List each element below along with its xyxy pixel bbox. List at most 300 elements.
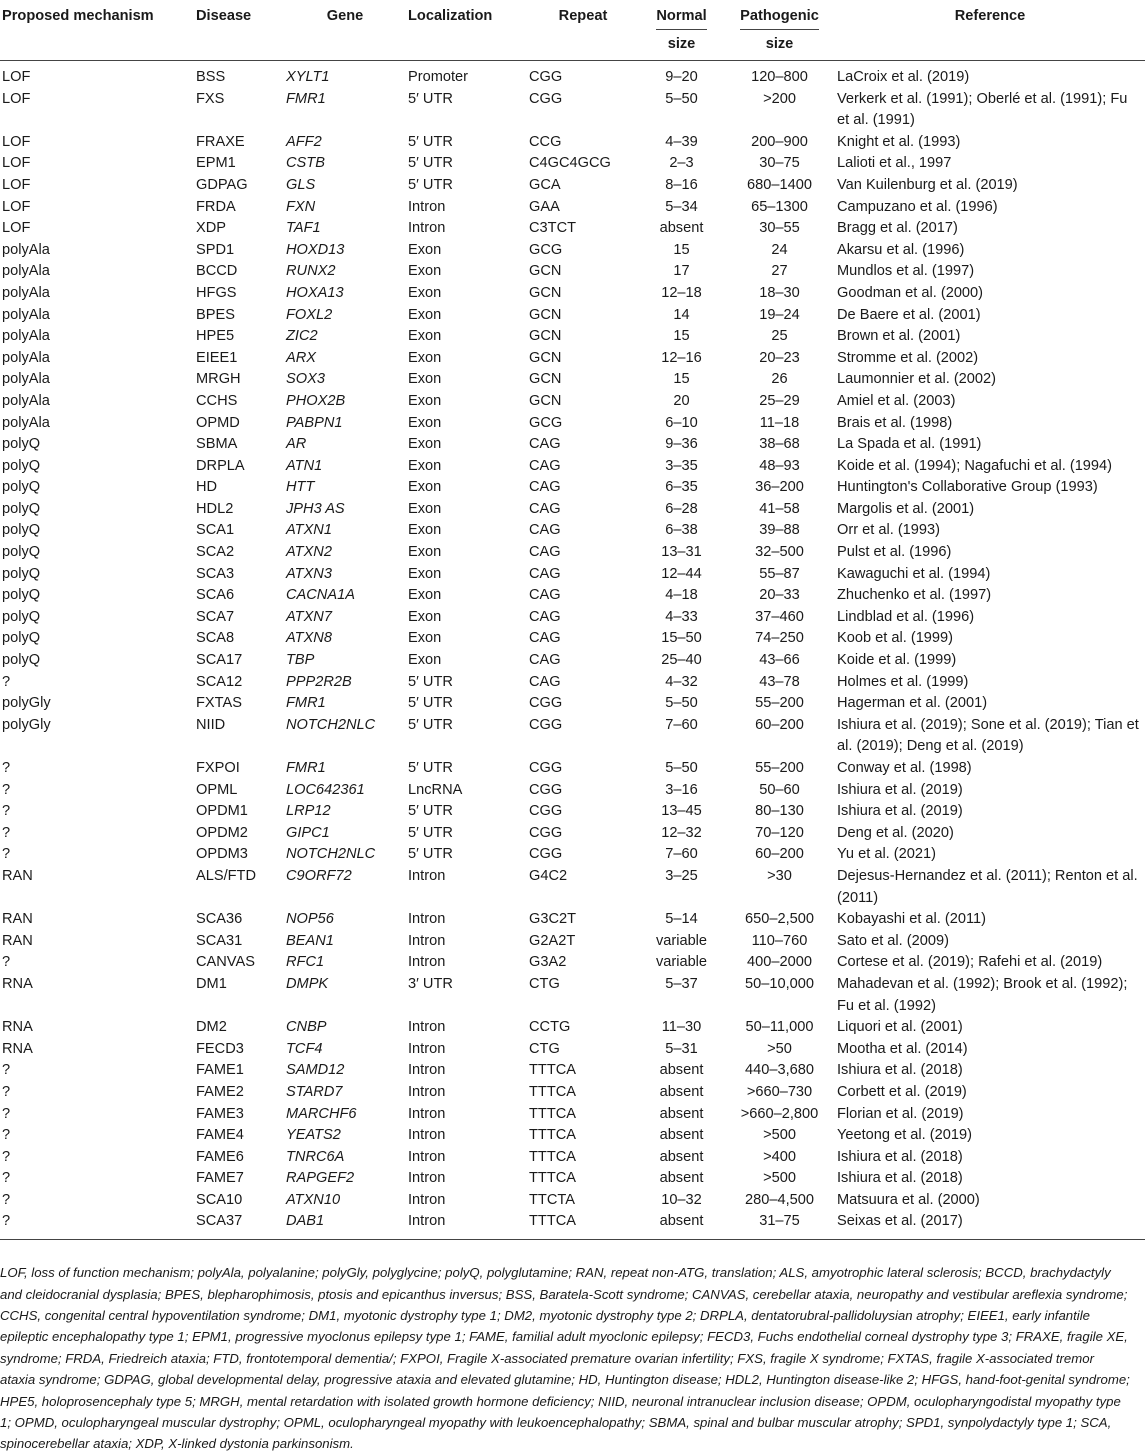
mechanism-cell: polyAla <box>2 392 50 409</box>
gene-cell: AR <box>286 436 307 453</box>
localization-cell: Intron <box>408 1191 446 1208</box>
normal-size-cell: 17 <box>673 263 690 280</box>
mechanism-cell: ? <box>2 781 11 798</box>
reference-cell: Deng et al. (2020) <box>837 824 954 841</box>
reference-cell: Yeetong et al. (2019) <box>837 1127 972 1144</box>
mechanism-cell: LOF <box>2 198 31 215</box>
disease-cell: FAME3 <box>196 1105 244 1122</box>
localization-cell: Exon <box>408 349 442 366</box>
repeat-cell: TTTCA <box>529 1127 577 1144</box>
pathogenic-size-cell: >660–730 <box>746 1083 813 1100</box>
disease-cell: SCA12 <box>196 673 243 690</box>
normal-size-cell: 9–20 <box>665 69 698 85</box>
normal-size-cell: 5–37 <box>665 975 698 992</box>
repeat-cell: CGG <box>529 69 563 85</box>
mechanism-cell: polyQ <box>2 608 41 625</box>
normal-size-cell: 2–3 <box>669 155 694 172</box>
repeat-cell: TTCTA <box>529 1191 575 1208</box>
repeat-cell: CAG <box>529 522 561 539</box>
normal-size-cell: variable <box>655 954 708 971</box>
localization-cell: Exon <box>408 306 442 323</box>
normal-size-cell: 4–39 <box>665 133 698 150</box>
gene-cell: DAB1 <box>286 1213 325 1230</box>
reference-cell: Kawaguchi et al. (1994) <box>837 565 991 582</box>
normal-size-cell: 15 <box>673 328 690 345</box>
disease-cell: SCA2 <box>196 544 235 561</box>
mechanism-cell: polyAla <box>2 241 50 258</box>
normal-size-cell: 9–36 <box>665 436 698 453</box>
gene-cell: HOXA13 <box>286 284 344 301</box>
pathogenic-size-cell: 18–30 <box>759 284 800 301</box>
table-row <box>0 240 1145 262</box>
gene-cell: TCF4 <box>286 1040 323 1057</box>
localization-cell: Exon <box>408 436 442 453</box>
table-row <box>0 456 1145 478</box>
pathogenic-size-cell: 43–78 <box>759 673 800 690</box>
pathogenic-size-cell: 70–120 <box>755 824 804 841</box>
mechanism-cell: polyQ <box>2 436 41 453</box>
normal-size-cell: absent <box>659 1127 704 1144</box>
normal-size-cell: 15 <box>673 371 690 388</box>
localization-cell: 5′ UTR <box>408 155 453 172</box>
mechanism-cell: LOF <box>2 155 31 172</box>
repeat-cell: GCN <box>529 284 562 301</box>
pathogenic-size-cell: 680–1400 <box>747 176 812 193</box>
disease-cell: SCA7 <box>196 608 235 625</box>
reference-cell: Corbett et al. (2019) <box>837 1083 967 1100</box>
mechanism-cell: RAN <box>2 932 33 949</box>
localization-cell: Promoter <box>408 69 469 85</box>
disease-cell: FXTAS <box>196 695 242 712</box>
normal-size-cell: 4–33 <box>665 608 698 625</box>
mechanism-cell: polyQ <box>2 457 41 474</box>
table-row <box>0 693 1145 715</box>
mechanism-cell: LOF <box>2 90 31 107</box>
table-row <box>0 89 1145 132</box>
disease-cell: SCA6 <box>196 587 235 604</box>
repeat-cell: CAG <box>529 587 561 604</box>
gene-cell: ATXN1 <box>286 522 332 539</box>
repeat-cell: GCN <box>529 392 562 409</box>
reference-cell: Brais et al. (1998) <box>837 414 953 431</box>
repeat-cell: GCN <box>529 371 562 388</box>
normal-size-cell: 3–16 <box>665 781 698 798</box>
repeat-cell: CAG <box>529 500 561 517</box>
normal-size-cell: 14 <box>673 306 690 323</box>
reference-cell: Florian et al. (2019) <box>837 1105 964 1122</box>
normal-size-cell: 5–50 <box>665 760 698 776</box>
reference-cell: Orr et al. (1993) <box>837 522 941 539</box>
repeat-cell: C4GC4GCG <box>529 155 611 172</box>
reference-cell: La Spada et al. (1991) <box>837 436 982 453</box>
pathogenic-size-cell: >400 <box>763 1148 796 1165</box>
normal-size-cell: 3–35 <box>665 457 698 474</box>
mechanism-cell: ? <box>2 673 11 690</box>
localization-cell: 5′ UTR <box>408 133 453 150</box>
localization-cell: Exon <box>408 652 442 669</box>
table-row <box>0 283 1145 305</box>
gene-cell: CACNA1A <box>286 587 355 604</box>
gene-cell: ZIC2 <box>286 328 318 345</box>
table-row <box>0 715 1145 758</box>
mechanism-cell: polyAla <box>2 284 50 301</box>
localization-cell: Intron <box>408 1213 446 1230</box>
gene-cell: DMPK <box>286 975 329 992</box>
disease-cell: OPDM2 <box>196 824 248 841</box>
localization-cell: Exon <box>408 457 442 474</box>
localization-cell: 5′ UTR <box>408 803 453 820</box>
disease-cell: NIID <box>196 716 226 733</box>
gene-cell: PABPN1 <box>286 414 343 431</box>
gene-cell: ATXN8 <box>286 630 332 647</box>
localization-cell: Exon <box>408 608 442 625</box>
reference-cell: Koob et al. (1999) <box>837 630 954 647</box>
table-row <box>0 1082 1145 1104</box>
repeat-cell: TTTCA <box>529 1170 577 1187</box>
mechanism-cell: ? <box>2 1170 11 1187</box>
localization-cell: Exon <box>408 371 442 388</box>
gene-cell: STARD7 <box>286 1083 343 1100</box>
table-row <box>0 1190 1145 1212</box>
disease-cell: EPM1 <box>196 155 236 172</box>
reference-cell: Ishiura et al. (2019); Sone et al. (2019); Tian et al. (2019); Deng et al. (2019) <box>837 716 1139 755</box>
pathogenic-size-cell: 37–460 <box>755 608 804 625</box>
pathogenic-size-cell: >500 <box>763 1170 796 1187</box>
normal-size-cell: 5–31 <box>665 1040 698 1057</box>
pathogenic-size-cell: 50–10,000 <box>745 975 814 992</box>
reference-cell: Zhuchenko et al. (1997) <box>837 587 992 604</box>
repeat-cell: TTTCA <box>529 1105 577 1122</box>
gene-cell: C9ORF72 <box>286 867 352 884</box>
localization-cell: Exon <box>408 414 442 431</box>
reference-cell: Brown et al. (2001) <box>837 328 961 345</box>
pathogenic-size-cell: 65–1300 <box>751 198 808 215</box>
table-row <box>0 1211 1145 1239</box>
gene-cell: ATXN2 <box>286 544 332 561</box>
normal-size-cell: 4–32 <box>665 673 698 690</box>
normal-size-cell: absent <box>659 1083 704 1100</box>
pathogenic-size-cell: 55–200 <box>755 760 804 776</box>
disease-cell: FRAXE <box>196 133 245 150</box>
table-row <box>0 1104 1145 1126</box>
table-row <box>0 931 1145 953</box>
pathogenic-size-cell: 30–75 <box>759 155 800 172</box>
disease-cell: CCHS <box>196 392 238 409</box>
pathogenic-size-cell: 38–68 <box>759 436 800 453</box>
localization-cell: Intron <box>408 1062 446 1079</box>
mechanism-cell: LOF <box>2 133 31 150</box>
disease-cell: FXPOI <box>196 760 240 776</box>
repeat-cell: CGG <box>529 846 563 863</box>
normal-size-cell: absent <box>659 1170 704 1187</box>
normal-size-cell: 15 <box>673 241 690 258</box>
pathogenic-size-cell: >660–2,800 <box>740 1105 819 1122</box>
repeat-cell: GCG <box>529 241 563 258</box>
mechanism-cell: ? <box>2 803 11 820</box>
repeat-cell: CCTG <box>529 1019 571 1036</box>
reference-cell: Cortese et al. (2019); Rafehi et al. (2019) <box>837 954 1103 971</box>
normal-size-cell: absent <box>659 1105 704 1122</box>
reference-cell: Koide et al. (1999) <box>837 652 957 669</box>
table-row <box>0 391 1145 413</box>
mechanism-cell: polyQ <box>2 587 41 604</box>
pathogenic-size-cell: 25–29 <box>759 392 800 409</box>
reference-cell: Knight et al. (1993) <box>837 133 961 150</box>
mechanism-cell: polyGly <box>2 716 51 733</box>
gene-cell: TNRC6A <box>286 1148 345 1165</box>
table-row <box>0 585 1145 607</box>
mechanism-cell: LOF <box>2 176 31 193</box>
disease-cell: SCA3 <box>196 565 235 582</box>
gene-cell: PHOX2B <box>286 392 346 409</box>
localization-cell: Intron <box>408 1170 446 1187</box>
table-row <box>0 1147 1145 1169</box>
disease-cell: OPDM3 <box>196 846 248 863</box>
disease-cell: OPML <box>196 781 238 798</box>
pathogenic-size-cell: 20–33 <box>759 587 800 604</box>
table-row <box>0 175 1145 197</box>
gene-cell: FMR1 <box>286 760 326 776</box>
reference-cell: Sato et al. (2009) <box>837 932 949 949</box>
gene-cell: MARCHF6 <box>286 1105 357 1122</box>
reference-cell: De Baere et al. (2001) <box>837 306 981 323</box>
reference-cell: Ishiura et al. (2018) <box>837 1148 963 1165</box>
pathogenic-size-cell: 20–23 <box>759 349 800 366</box>
repeat-cell: C3TCT <box>529 220 577 237</box>
pathogenic-size-cell: >50 <box>767 1040 792 1057</box>
disease-cell: BCCD <box>196 263 238 280</box>
gene-cell: ATXN10 <box>286 1191 341 1208</box>
reference-cell: Ishiura et al. (2019) <box>837 781 963 798</box>
gene-cell: SOX3 <box>286 371 325 388</box>
table-row <box>0 305 1145 327</box>
localization-cell: 5′ UTR <box>408 695 453 712</box>
pathogenic-size-cell: 39–88 <box>759 522 800 539</box>
table-row <box>0 132 1145 154</box>
localization-cell: Exon <box>408 241 442 258</box>
normal-size-cell: 8–16 <box>665 176 698 193</box>
localization-cell: 5′ UTR <box>408 90 453 107</box>
repeat-cell: G3C2T <box>529 911 577 928</box>
table-row <box>0 1060 1145 1082</box>
repeat-cell: GCN <box>529 306 562 323</box>
repeat-cell: GCN <box>529 263 562 280</box>
mechanism-cell: ? <box>2 1191 11 1208</box>
reference-cell: Hagerman et al. (2001) <box>837 695 988 712</box>
header-repeat: Repeat <box>558 8 608 24</box>
mechanism-cell: polyQ <box>2 479 41 496</box>
mechanism-cell: LOF <box>2 69 31 85</box>
reference-cell: Ishiura et al. (2019) <box>837 803 963 820</box>
pathogenic-size-cell: 440–3,680 <box>745 1062 814 1079</box>
reference-cell: Akarsu et al. (1996) <box>837 241 965 258</box>
table-row <box>0 607 1145 629</box>
mechanism-cell: ? <box>2 760 11 776</box>
gene-cell: ATN1 <box>286 457 323 474</box>
reference-cell: Liquori et al. (2001) <box>837 1019 963 1036</box>
mechanism-cell: polyAla <box>2 371 50 388</box>
localization-cell: Intron <box>408 198 446 215</box>
gene-cell: ATXN7 <box>286 608 332 625</box>
repeat-cell: TTTCA <box>529 1213 577 1230</box>
localization-cell: Exon <box>408 263 442 280</box>
mechanism-cell: polyAla <box>2 349 50 366</box>
normal-size-cell: 10–32 <box>661 1191 702 1208</box>
repeat-cell: CCG <box>529 133 562 150</box>
localization-cell: 5′ UTR <box>408 760 453 776</box>
reference-cell: Pulst et al. (1996) <box>837 544 952 561</box>
gene-cell: XYLT1 <box>286 69 330 85</box>
localization-cell: Exon <box>408 630 442 647</box>
table-row <box>0 542 1145 564</box>
gene-cell: FOXL2 <box>286 306 333 323</box>
repeat-cell: CAG <box>529 457 561 474</box>
pathogenic-size-cell: 11–18 <box>759 414 800 431</box>
mechanism-cell: ? <box>2 824 11 841</box>
repeat-cell: CAG <box>529 630 561 647</box>
header-localization: Localization <box>408 8 493 24</box>
header-normal: Normal <box>639 0 724 30</box>
reference-cell: Huntington's Collaborative Group (1993) <box>837 479 1098 496</box>
pathogenic-size-cell: >500 <box>763 1127 796 1144</box>
header-disease: Disease <box>196 8 252 24</box>
gene-cell: FMR1 <box>286 695 326 712</box>
mechanism-cell: polyQ <box>2 500 41 517</box>
gene-cell: GIPC1 <box>286 824 330 841</box>
normal-size-cell: 7–60 <box>665 846 698 863</box>
repeat-cell: CAG <box>529 652 561 669</box>
disease-cell: GDPAG <box>196 176 248 193</box>
disease-cell: FRDA <box>196 198 236 215</box>
localization-cell: 5′ UTR <box>408 176 453 193</box>
repeat-cell: GCA <box>529 176 561 193</box>
disease-cell: SPD1 <box>196 241 235 258</box>
localization-cell: Intron <box>408 932 446 949</box>
table-row <box>0 1168 1145 1190</box>
mechanism-cell: RNA <box>2 1040 33 1057</box>
disease-cell: FAME7 <box>196 1170 244 1187</box>
mechanism-cell: polyAla <box>2 306 50 323</box>
repeat-cell: CAG <box>529 608 561 625</box>
normal-size-cell: 7–60 <box>665 716 698 733</box>
reference-cell: Kobayashi et al. (2011) <box>837 911 987 928</box>
pathogenic-size-cell: 50–11,000 <box>745 1019 814 1036</box>
normal-size-cell: 6–10 <box>665 414 698 431</box>
normal-size-cell: 12–32 <box>661 824 702 841</box>
localization-cell: Intron <box>408 954 446 971</box>
repeat-cell: CGG <box>529 90 563 107</box>
gene-cell: NOTCH2NLC <box>286 846 376 863</box>
repeat-cell: CAG <box>529 565 561 582</box>
normal-size-cell: 12–18 <box>661 284 702 301</box>
gene-cell: HTT <box>286 479 315 496</box>
repeat-cell: CAG <box>529 673 561 690</box>
disease-cell: DM1 <box>196 975 227 992</box>
repeat-cell: TTTCA <box>529 1062 577 1079</box>
gene-cell: NOTCH2NLC <box>286 716 376 733</box>
pathogenic-size-cell: 27 <box>771 263 788 280</box>
reference-cell: Koide et al. (1994); Nagafuchi et al. (1994) <box>837 457 1113 474</box>
gene-cell: GLS <box>286 176 316 193</box>
normal-size-cell: 12–44 <box>661 565 702 582</box>
disease-cell: BPES <box>196 306 235 323</box>
header-pathogenic-size: size <box>765 36 794 52</box>
normal-size-cell: 6–35 <box>665 479 698 496</box>
reference-cell: Holmes et al. (1999) <box>837 673 969 690</box>
gene-cell: ATXN3 <box>286 565 332 582</box>
reference-cell: Matsuura et al. (2000) <box>837 1191 980 1208</box>
disease-cell: SCA37 <box>196 1213 243 1230</box>
localization-cell: Exon <box>408 522 442 539</box>
table-row <box>0 866 1145 909</box>
disease-cell: SCA17 <box>196 652 243 669</box>
repeat-cell: CAG <box>529 479 561 496</box>
pathogenic-size-cell: >200 <box>763 90 796 107</box>
repeat-cell: G2A2T <box>529 932 576 949</box>
pathogenic-size-cell: 110–760 <box>751 932 808 949</box>
gene-cell: RAPGEF2 <box>286 1170 355 1187</box>
table-footnote: LOF, loss of function mechanism; polyAla, polyalanine; polyGly, polyglycine; polyQ, polyglutamine; RAN, repeat non-ATG, translation; ALS, amyotrophic lateral sclerosis; BCCD, brachydactyly and cleidocranial dysplasia; BPES, blepharophimosis, ptosis and epicanthus inversus; BSS, Baratela-Scott syndrome; CANVAS, cerebellar ataxia, neuropathy and vestibular areflexia syndrome; CCHS, congenital central hypoventilation syndrome; DM1, myotonic dystrophy type 1; DM2, myotonic dystrophy type 2; DRPLA, dentatorubral-pallidoluysian atrophy; EIEE1, early infantile epileptic encephalopathy type 1; EPM1, progressive myoclonus epilepsy type 1; FAME, familial adult myoclonic epilepsy; FECD3, Fuchs endothelial corneal dystrophy type 3; FRAXE, fragile XE, syndrome; FRDA, Friedreich ataxia; FTD, frontotemporal dementia/; FXPOI, Fragile X-associated premature ovarian infertility; FXS, fragile X syndrome; FXTAS, fragile X-associated tremor ataxia syndrome; GDPAG, global developmental delay, progressive ataxia and elevated glutamine; HD, Huntington disease; HDL2, Huntington disease-like 2; HFGS, hand-foot-genital syndrome; HPE5, holoprosencephaly type 5; MRGH, mental retardation with isolated growth hormone deficiency; NIID, neuronal intranuclear inclusion disease; OPDM, oculopharyngodistal myopathy type 1; OPMD, oculopharyngeal muscular dystrophy; OPML, oculopharyngeal myopathy with leukoencephalopathy; SBMA, spinal and bulbar muscular atrophy; SPD1, synpolydactyly type 1; SCA, spinocerebellar ataxia; XDP, X-linked dystonia parkinsonism. <box>0 1265 1130 1452</box>
reference-cell: LaCroix et al. (2019) <box>837 69 970 85</box>
repeat-cell: CGG <box>529 824 563 841</box>
mechanism-cell: RAN <box>2 911 33 928</box>
disease-cell: EIEE1 <box>196 349 238 366</box>
pathogenic-size-cell: 32–500 <box>755 544 804 561</box>
header-pathogenic: Pathogenic <box>724 0 835 30</box>
normal-size-cell: 11–30 <box>661 1019 702 1036</box>
pathogenic-size-cell: 24 <box>771 241 788 258</box>
pathogenic-size-cell: 55–200 <box>755 695 804 712</box>
localization-cell: Exon <box>408 500 442 517</box>
repeat-cell: CGG <box>529 695 563 712</box>
repeat-cell: GAA <box>529 198 560 215</box>
normal-size-cell: 3–25 <box>665 867 698 884</box>
localization-cell: 5′ UTR <box>408 824 453 841</box>
pathogenic-size-cell: 280–4,500 <box>745 1191 814 1208</box>
gene-cell: FMR1 <box>286 90 326 107</box>
gene-cell: TBP <box>286 652 315 669</box>
header-mechanism: Proposed mechanism <box>2 8 154 24</box>
gene-cell: NOP56 <box>286 911 334 928</box>
pathogenic-size-cell: 26 <box>771 371 788 388</box>
normal-size-cell: 13–45 <box>661 803 702 820</box>
pathogenic-size-cell: 48–93 <box>759 457 800 474</box>
localization-cell: Exon <box>408 284 442 301</box>
mechanism-cell: polyQ <box>2 544 41 561</box>
mechanism-cell: ? <box>2 954 11 971</box>
mechanism-cell: polyGly <box>2 695 51 712</box>
table-row <box>0 477 1145 499</box>
repeat-cell: CGG <box>529 716 563 733</box>
localization-cell: Exon <box>408 392 442 409</box>
table-row <box>0 952 1145 974</box>
table-row <box>0 564 1145 586</box>
disease-cell: HDL2 <box>196 500 234 517</box>
gene-cell: CSTB <box>286 155 325 172</box>
pathogenic-size-cell: 25 <box>771 328 788 345</box>
disease-cell: SCA31 <box>196 932 243 949</box>
table-row <box>0 261 1145 283</box>
repeat-cell: CTG <box>529 975 560 992</box>
normal-size-cell: 5–50 <box>665 695 698 712</box>
reference-cell: Dejesus-Hernandez et al. (2011); Renton et al. (2011) <box>837 867 1138 906</box>
mechanism-cell: ? <box>2 1083 11 1100</box>
localization-cell: Exon <box>408 479 442 496</box>
mechanism-cell: RNA <box>2 1019 33 1036</box>
mechanism-cell: ? <box>2 1127 11 1144</box>
mechanism-cell: RNA <box>2 975 33 992</box>
disease-cell: HD <box>196 479 218 496</box>
